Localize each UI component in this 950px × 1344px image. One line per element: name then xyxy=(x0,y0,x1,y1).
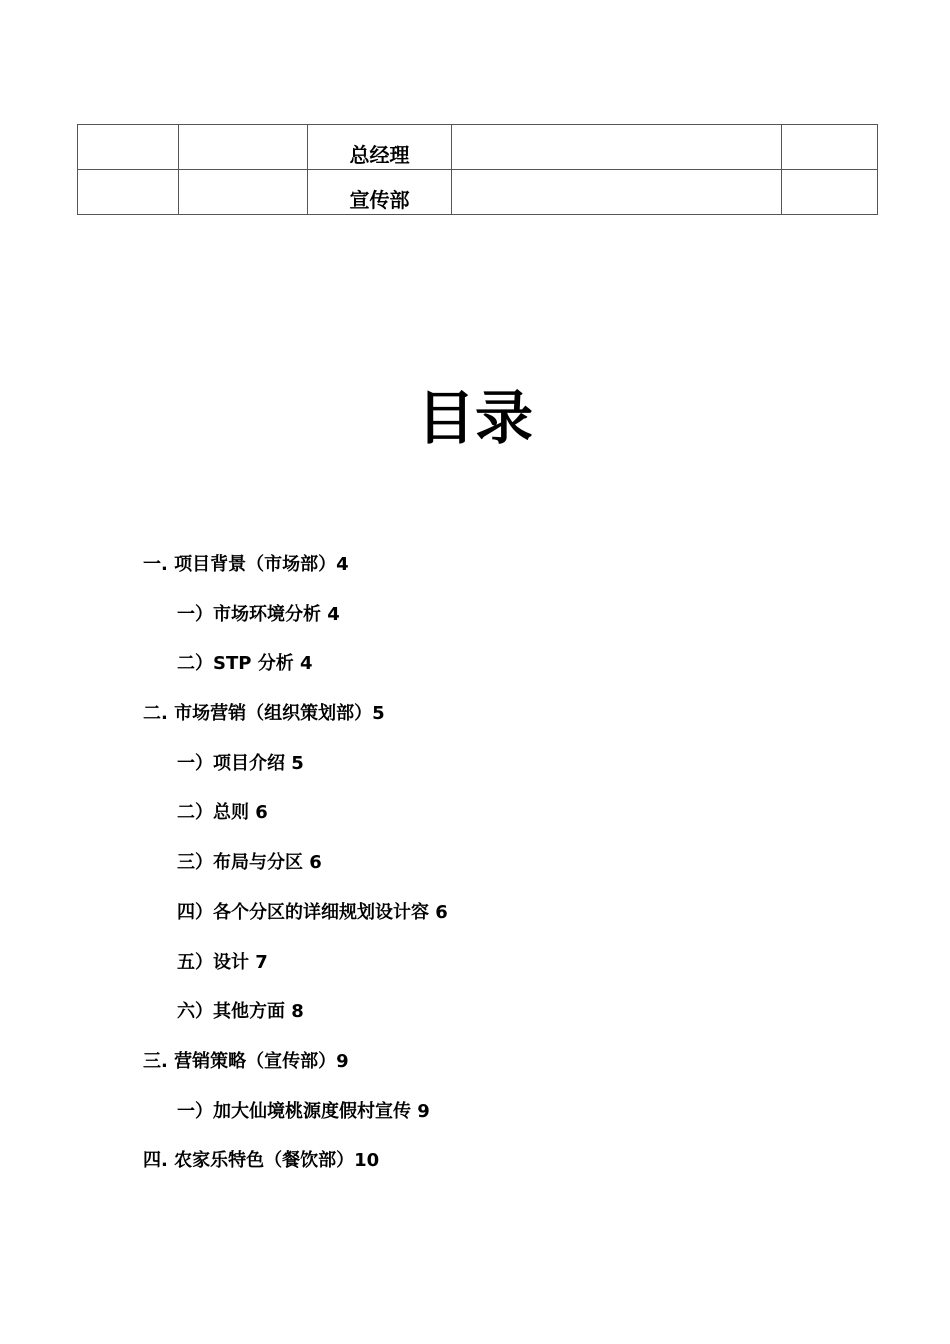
signature-role-cell: 宣传部 xyxy=(308,170,452,215)
toc-item[interactable]: 二）总则 6 xyxy=(177,802,268,824)
signature-cell xyxy=(179,125,308,170)
signature-cell xyxy=(78,125,179,170)
toc-list xyxy=(0,549,950,1195)
toc-item[interactable]: 六）其他方面 8 xyxy=(177,1001,304,1023)
toc-item[interactable]: 二. 市场营销（组织策划部）5 xyxy=(143,703,385,725)
toc-title: 目录 xyxy=(416,384,533,452)
signature-row xyxy=(78,170,878,215)
signature-cell xyxy=(782,125,878,170)
toc-item[interactable]: 三）布局与分区 6 xyxy=(177,852,322,874)
toc-item[interactable]: 四）各个分区的详细规划设计容 6 xyxy=(177,901,448,923)
toc-item[interactable]: 二）STP 分析 4 xyxy=(177,653,313,675)
signature-cell xyxy=(78,170,179,215)
signature-role-cell: 总经理 xyxy=(308,125,452,170)
toc-item[interactable]: 一. 项目背景（市场部）4 xyxy=(143,554,349,575)
signature-table xyxy=(77,124,878,215)
toc-item[interactable]: 三. 营销策略（宣传部）9 xyxy=(143,1050,349,1072)
toc-item[interactable]: 一）加大仙境桃源度假村宣传 9 xyxy=(177,1100,430,1122)
signature-cell xyxy=(452,170,782,215)
toc-item[interactable]: 四. 农家乐特色（餐饮部）10 xyxy=(143,1150,380,1172)
toc-item[interactable]: 一）项目介绍 5 xyxy=(177,752,304,774)
signature-cell xyxy=(179,170,308,215)
signature-row xyxy=(78,125,878,170)
toc-item[interactable]: 五）设计 7 xyxy=(177,951,268,973)
signature-cell xyxy=(782,170,878,215)
signature-cell xyxy=(452,125,782,170)
toc-item[interactable]: 一）市场环境分析 4 xyxy=(177,603,340,625)
